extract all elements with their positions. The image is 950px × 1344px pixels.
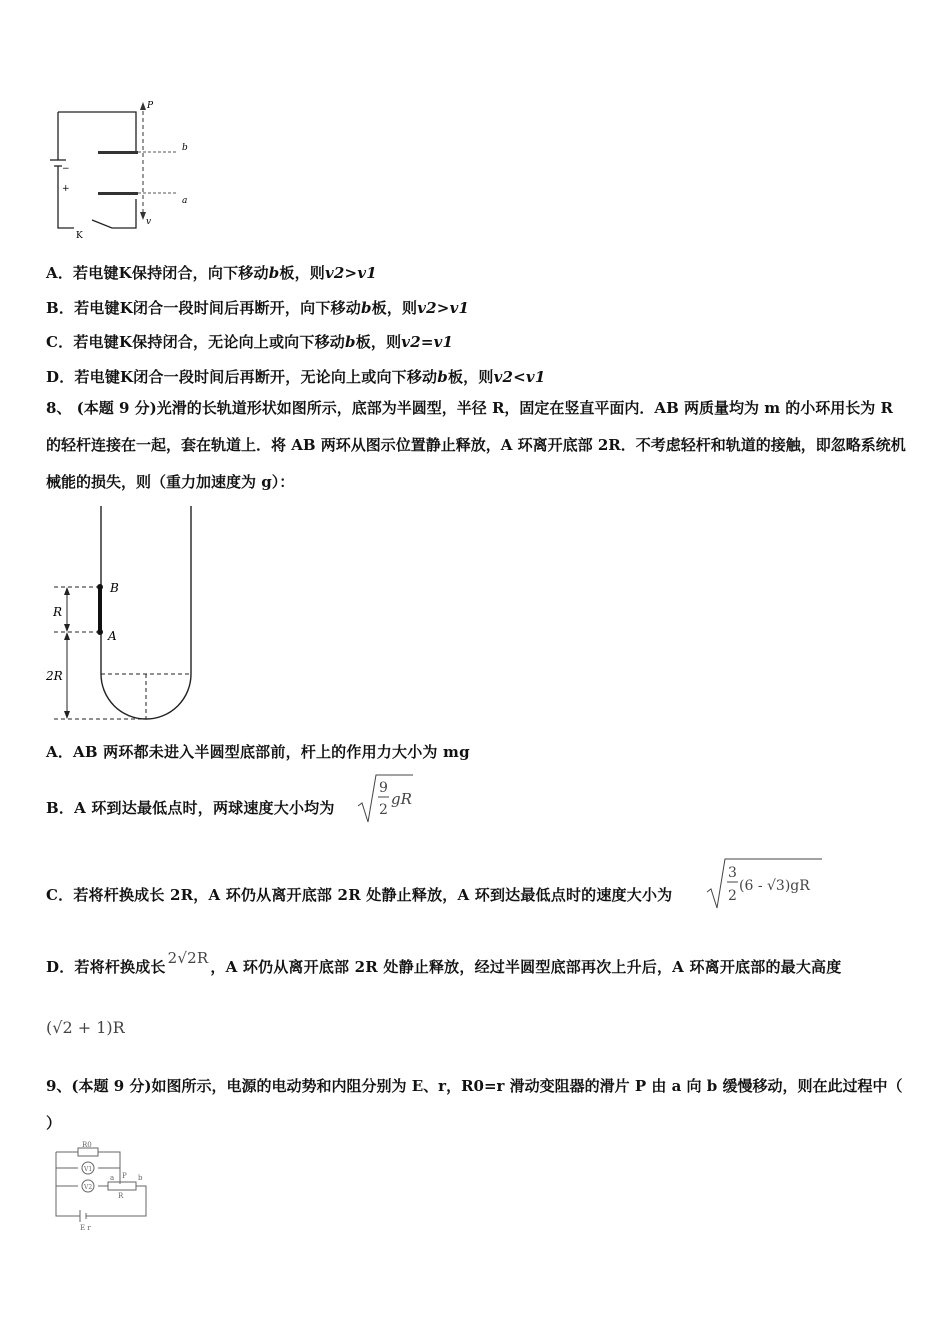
q8-option-d[interactable]: D．若将杆换成长 2√2R ，A 环仍从离开底部 2R 处静止释放，经过半圆型底部再次上升后，A 环离开底部的最大高度: [46, 949, 842, 976]
q7-option-d[interactable]: D．若电键K闭合一段时间后再断开，无论向上或向下移动b板，则v2<v1: [46, 368, 546, 386]
switch-k-label: K: [76, 231, 83, 241]
circuit-v1-label: V1: [84, 1166, 93, 1173]
circuit-e-label: E r: [80, 1224, 91, 1232]
battery-minus-label: −: [62, 164, 70, 174]
circuit-b-label: b: [138, 1174, 143, 1182]
circuit-v2-label: V2: [84, 1184, 93, 1191]
formula-b-den: 2: [379, 802, 388, 818]
q8-option-c[interactable]: C．若将杆换成长 2R，A 环仍从离开底部 2R 处静止释放，A 环到达最低点时的速度大小为: [46, 886, 673, 904]
circuit-figure: [50, 1140, 154, 1232]
formula-b-sqrt: [357, 772, 417, 828]
formula-b-num: 9: [379, 780, 388, 796]
circuit-p-label: P: [122, 1172, 127, 1180]
circuit-a-label: a: [110, 1174, 115, 1182]
plate-a-label: a: [182, 196, 188, 206]
ring-a-label: A: [108, 629, 117, 643]
q9-stem: 9、(本题 9 分)如图所示，电源的电动势和内阻分别为 E、r，R0=r 滑动变阻器的滑片 P 由 a 向 b 缓慢移动，则在此过程中（ ）: [46, 1077, 903, 1132]
q8-option-d-answer: (√2 + 1)R: [46, 1018, 125, 1037]
q8-stem: 8、 (本题 9 分)光滑的长轨道形状如图所示，底部为半圆型，半径 R，固定在竖直平面内．AB 两质量均为 m 的小环用长为 R 的轻杆连接在一起，套在轨道上．将 AB 两环从图示位置静止释放，A 环离开底部 2R．不考虑轻杆和轨道的接触，即忽略系统机械能的损失，则（重力加速度为 g）：: [46, 399, 906, 491]
dim-2r-label: 2R: [46, 669, 63, 683]
formula-c-den: 2: [728, 888, 737, 904]
dim-r-label: R: [53, 605, 63, 619]
formula-b-tail: gR: [391, 790, 412, 808]
formula-c-sqrt: [706, 856, 826, 914]
q8-option-b[interactable]: B．A 环到达最低点时，两球速度大小均为: [46, 799, 335, 817]
plate-b-label: b: [182, 143, 188, 153]
formula-c-tail: (6 - √3)gR: [739, 878, 810, 894]
velocity-v-label: v: [146, 217, 152, 227]
q7-option-b[interactable]: B．若电键K闭合一段时间后再断开，向下移动b板，则v2>v1: [46, 299, 470, 317]
circuit-r-label: R: [118, 1192, 124, 1200]
track-figure: [40, 500, 210, 730]
formula-c-num: 3: [728, 865, 737, 881]
point-p-label: P: [147, 101, 154, 111]
q8-option-a[interactable]: A．AB 两环都未进入半圆型底部前，杆上的作用力大小为 mg: [46, 743, 470, 761]
formula-d-rod: 2√2R: [167, 949, 209, 967]
capacitor-circuit-figure: [40, 96, 200, 244]
battery-plus-label: +: [62, 184, 70, 194]
q7-option-a[interactable]: A．若电键K保持闭合，向下移动b板，则v2>v1: [46, 264, 377, 282]
q7-option-c[interactable]: C．若电键K保持闭合，无论向上或向下移动b板，则v2=v1: [46, 333, 454, 351]
circuit-r0-label: R0: [82, 1141, 92, 1149]
ring-b-label: B: [110, 581, 119, 595]
